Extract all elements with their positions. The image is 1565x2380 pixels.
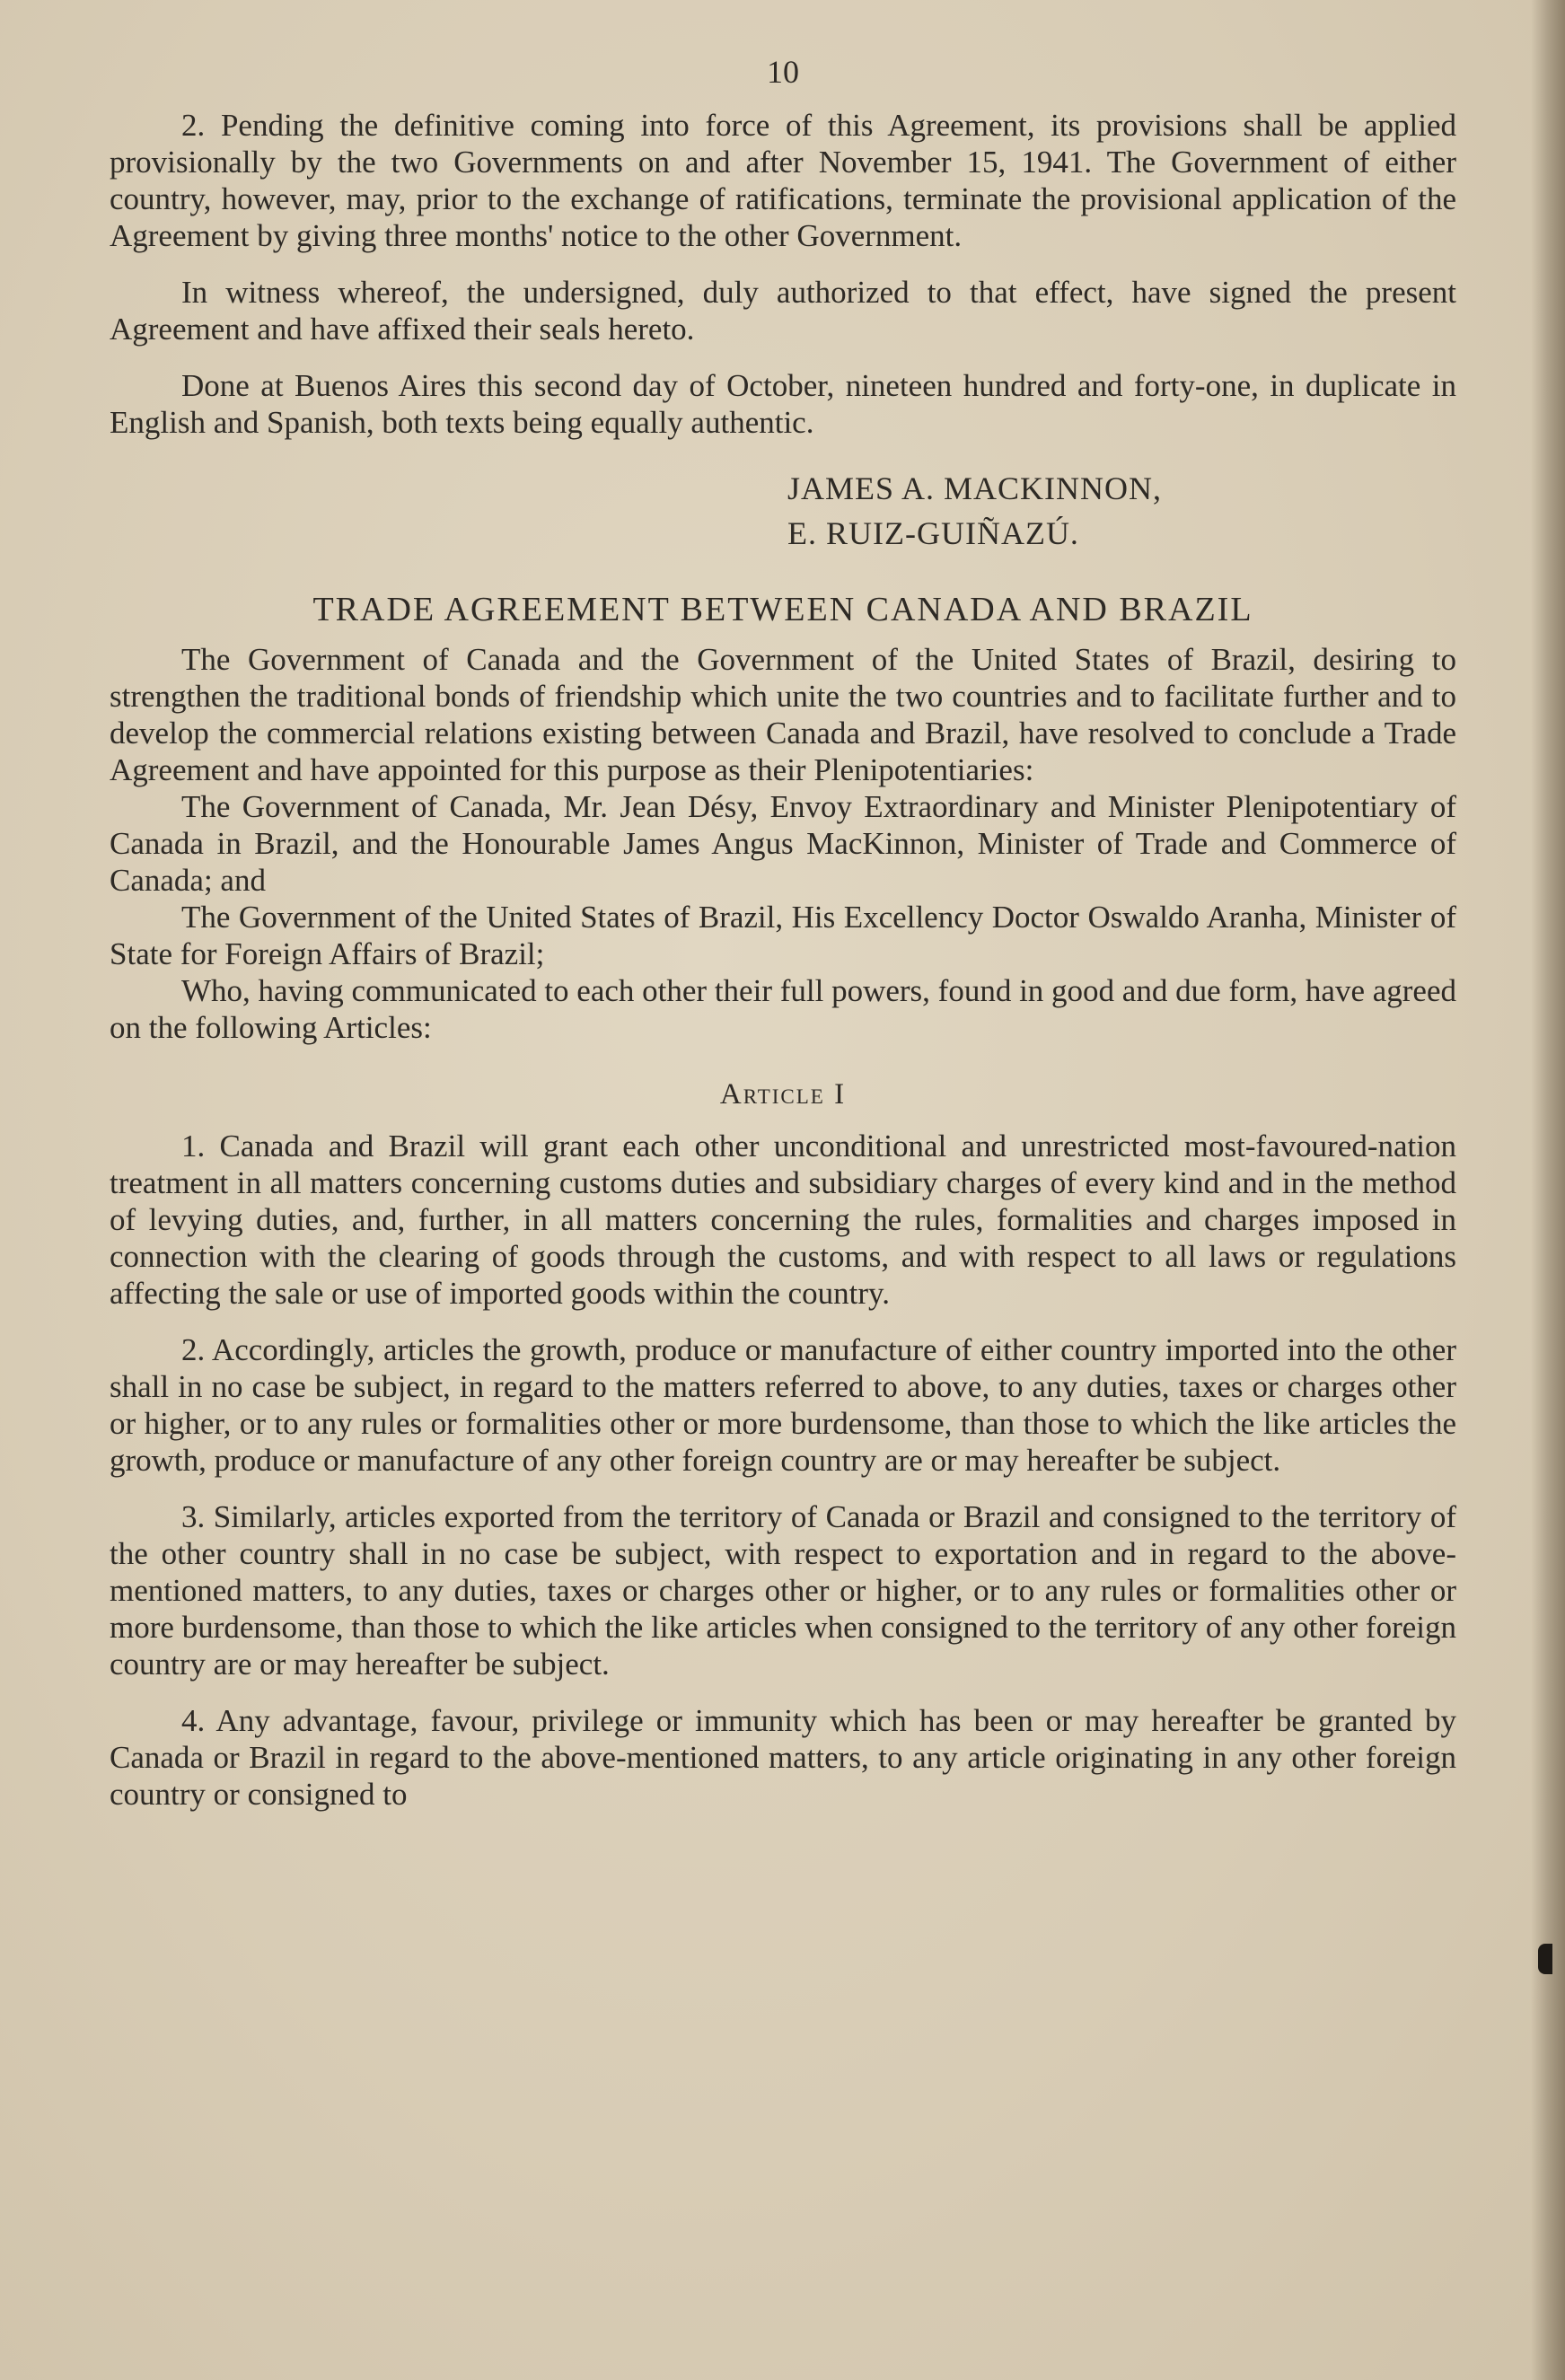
treaty-title: TRADE AGREEMENT BETWEEN CANADA AND BRAZIL xyxy=(312,591,1253,628)
article-heading: Article I xyxy=(719,1078,847,1111)
page-content xyxy=(110,54,1456,1813)
binding-mark xyxy=(1538,1944,1552,1974)
article-paragraph: 2. Accordingly, articles the growth, produce or manufacture of either country imported into the other shall in no case be subject, in regard to the matters referred to above, to any duties, taxes or charges other or higher, or to any rules or formalities other or more burdensome, than those to which the like articles the growth, produce or manufacture of any other foreign country are or may hereafter be subject. xyxy=(110,1332,1456,1478)
preamble-paragraph: Who, having communicated to each other their full powers, found in good and due form, have agreed on the following Articles: xyxy=(110,973,1456,1045)
preamble-paragraph: The Government of the United States of Brazil, His Excellency Doctor Oswaldo Aranha, Minister of State for Foreign Affairs of Brazil; xyxy=(110,900,1456,971)
article-paragraph: 3. Similarly, articles exported from the territory of Canada or Brazil and consigned to the territory of the other country shall in no case be subject, with respect to exportation and in regard to the above-mentioned matters, to any duties, taxes or charges other or higher, or to any rules or formalities other or more burdensome, than those to which the like articles when consigned to the territory of any other foreign country are or may hereafter be subject. xyxy=(110,1499,1456,1682)
preamble-paragraph: The Government of Canada and the Government of the United States of Brazil, desiring to strengthen the traditional bonds of friendship which unite the two countries and to facilitate further and to develop the commercial relations existing between Canada and Brazil, have resolved to conclude a Trade Agreement and have appointed for this purpose as their Plenipotentiaries: xyxy=(110,642,1456,787)
article-paragraph: 4. Any advantage, favour, privilege or immunity which has been or may hereafter be granted by Canada or Brazil in regard to the above-mentioned matters, to any article originating in any other foreign country or consigned to xyxy=(110,1703,1456,1812)
paragraph-provisional-application: 2. Pending the definitive coming into force of this Agreement, its provisions shall be applied provisionally by the two Governments on and after November 15, 1941. The Government of either country, however, may, prior to the exchange of ratifications, terminate the provisional application of the Agreement by giving three months' notice to the other Government. xyxy=(110,108,1456,253)
article-paragraph: 1. Canada and Brazil will grant each other unconditional and unrestricted most-favoured-nation treatment in all matters concerning customs duties and subsidiary charges of every kind and in the method of levying duties, and, further, in all matters concerning the rules, formalities and charges imposed in connection with the clearing of goods through the customs, and with respect to all laws or regulations affecting the sale or use of imported goods within the country. xyxy=(110,1129,1456,1311)
signatures xyxy=(787,466,1456,556)
paragraph-in-witness: In witness whereof, the undersigned, duly authorized to that effect, have signed the present Agreement and have affixed their seals hereto. xyxy=(110,275,1456,347)
signatory-mackinnon: JAMES A. MACKINNON, xyxy=(787,470,1163,506)
page-number: 10 xyxy=(767,54,799,90)
paragraph-done-at: Done at Buenos Aires this second day of October, nineteen hundred and forty-one, in duplicate in English and Spanish, both texts being equally authentic. xyxy=(110,368,1456,440)
signatory-ruiz-guinazu: E. RUIZ-GUIÑAZÚ. xyxy=(787,515,1079,551)
page-edge-shadow xyxy=(1531,0,1565,2380)
preamble-paragraph: The Government of Canada, Mr. Jean Désy, Envoy Extraordinary and Minister Plenipotentiary of Canada in Brazil, and the Honourable James Angus MacKinnon, Minister of Trade and Commerce of Canada; and xyxy=(110,789,1456,898)
